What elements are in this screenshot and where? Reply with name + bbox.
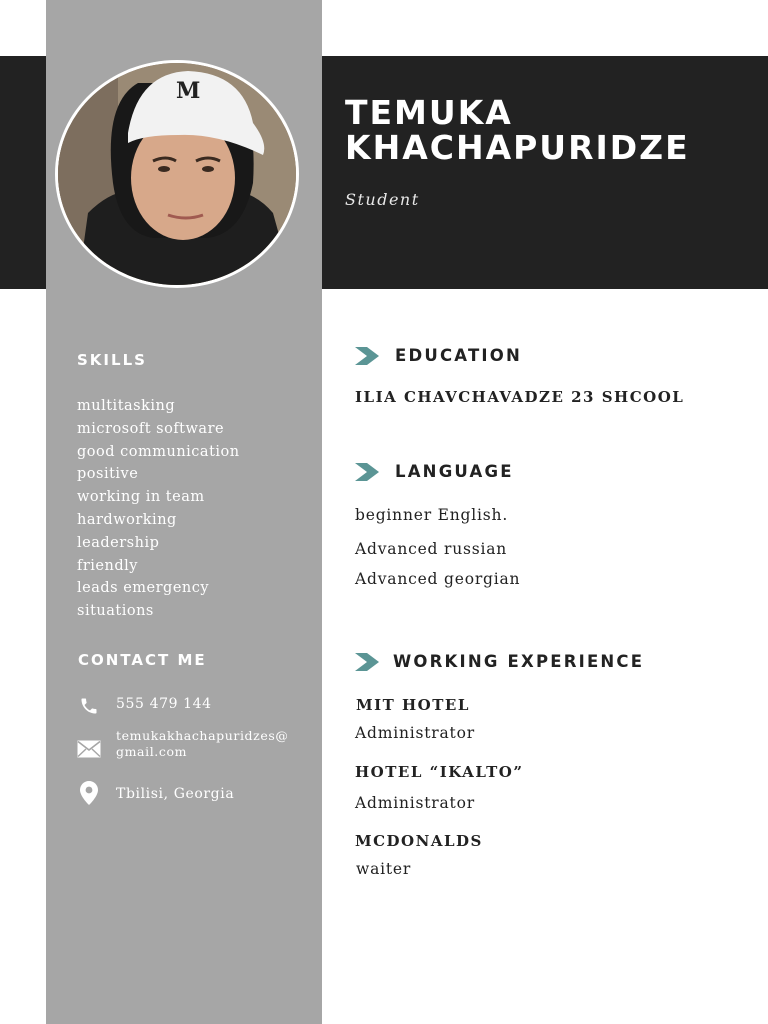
chevron-right-icon [355,347,379,365]
profile-photo [55,60,299,288]
skill-item: good communication [77,443,240,460]
education-heading [355,346,522,365]
experience-employer: MCDONALDS [355,832,483,850]
skill-item: hardworking [77,511,177,528]
experience-heading-label: WORKING EXPERIENCE [393,652,645,671]
language-heading-label: LANGUAGE [395,462,514,481]
skill-item: multitasking [77,398,176,414]
phone-icon [77,694,101,718]
language-item: beginner English. [355,506,509,524]
experience-role: Administrator [355,724,475,742]
job-title: Student [345,190,420,209]
chevron-right-icon [355,653,379,671]
skills-list [77,395,240,623]
language-heading [355,462,514,481]
experience-employer: MIT HOTEL [356,696,470,714]
contact-email-row [77,737,101,761]
map-pin-icon [77,781,101,805]
skill-item: positive [77,466,139,483]
contact-phone-row [77,694,101,718]
contact-heading: CONTACT ME [78,651,207,669]
chevron-right-icon [355,463,379,481]
contact-location-row [77,781,101,805]
contact-email[interactable] [116,728,288,760]
candidate-name [345,95,690,165]
skill-item: working in team [77,489,205,506]
skill-item: friendly [77,557,138,574]
skills-heading: SKILLS [77,351,147,369]
skill-item: leads emergency [77,580,210,597]
skill-item: microsoft software [77,420,225,437]
skill-item: leadership [77,534,160,551]
profile-photo-illustration [58,63,296,285]
name-line-last: KHACHAPURIDZE [345,128,690,167]
experience-heading [355,652,644,671]
contact-phone[interactable]: 555 479 144 [116,696,212,712]
email-line-2: gmail.com [116,744,188,759]
contact-location: Tbilisi, Georgia [116,786,235,802]
experience-employer: HOTEL “IKALTO” [355,763,524,781]
language-item: Advanced russian [355,540,508,558]
email-line-1: temukakhachapuridzes@ [116,728,289,743]
envelope-icon [77,737,101,761]
svg-text:M: M [176,78,201,104]
experience-role: waiter [356,860,412,878]
skill-item: situations [77,603,154,620]
name-line-first: TEMUKA [345,93,513,132]
language-item: Advanced georgian [355,570,521,588]
experience-role: Administrator [355,794,475,812]
education-heading-label: EDUCATION [395,346,522,365]
education-school: ILIA CHAVCHAVADZE 23 SHCOOL [355,388,685,406]
